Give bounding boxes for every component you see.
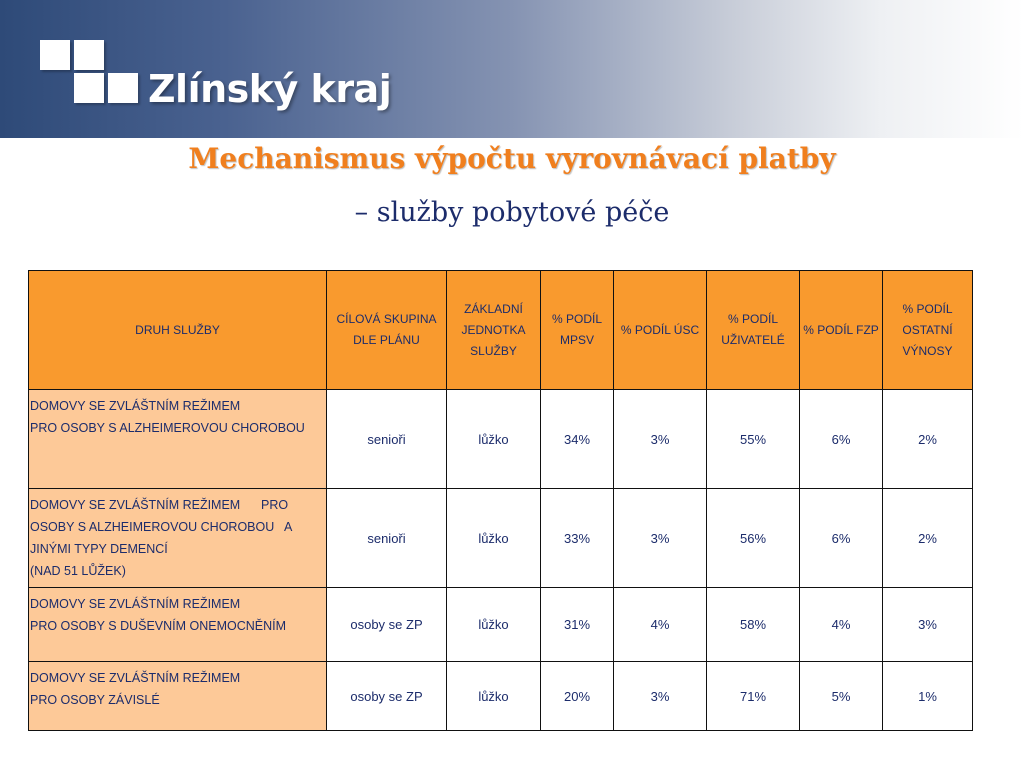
fzp-share-cell: 4% xyxy=(800,588,883,662)
usc-share-cell: 4% xyxy=(614,588,707,662)
logo-text: Zlínský kraj xyxy=(148,67,392,111)
service-name-line: JINÝMI TYPY DEMENCÍ xyxy=(30,542,168,556)
service-name-line: DOMOVY SE ZVLÁŠTNÍM REŽIMEM xyxy=(30,671,241,685)
target-group-cell: senioři xyxy=(327,390,447,489)
users-share-cell: 58% xyxy=(707,588,800,662)
users-share-cell: 56% xyxy=(707,489,800,588)
service-type-cell xyxy=(29,390,327,489)
table-row xyxy=(29,390,973,489)
page-subtitle: – služby pobytové péče xyxy=(354,197,670,228)
service-type-cell xyxy=(29,489,327,588)
fzp-share-cell: 5% xyxy=(800,662,883,731)
column-header: % PODÍL ÚSC xyxy=(614,271,707,390)
mpsv-share-cell: 33% xyxy=(541,489,614,588)
service-name-line: DOMOVY SE ZVLÁŠTNÍM REŽIMEM PRO xyxy=(30,498,289,512)
table-row xyxy=(29,489,973,588)
column-header: CÍLOVÁ SKUPINA DLE PLÁNU xyxy=(327,271,447,390)
service-name-line: (NAD 51 LŮŽEK) xyxy=(30,564,126,578)
mpsv-share-cell: 20% xyxy=(541,662,614,731)
service-name-line: DOMOVY SE ZVLÁŠTNÍM REŽIMEM xyxy=(30,399,241,413)
service-type-cell xyxy=(29,662,327,731)
service-type-cell xyxy=(29,588,327,662)
unit-cell: lůžko xyxy=(447,662,541,731)
other-share-cell: 2% xyxy=(883,489,973,588)
column-header: DRUH SLUŽBY xyxy=(29,271,327,390)
usc-share-cell: 3% xyxy=(614,489,707,588)
usc-share-cell: 3% xyxy=(614,662,707,731)
table-header-row xyxy=(29,271,973,390)
service-name-line: PRO OSOBY S DUŠEVNÍM ONEMOCNĚNÍM xyxy=(30,619,287,633)
unit-cell: lůžko xyxy=(447,588,541,662)
other-share-cell: 3% xyxy=(883,588,973,662)
unit-cell: lůžko xyxy=(447,489,541,588)
service-name-line: PRO OSOBY ZÁVISLÉ xyxy=(30,693,160,707)
column-header: % PODÍL OSTATNÍ VÝNOSY xyxy=(883,271,973,390)
column-header: % PODÍL MPSV xyxy=(541,271,614,390)
usc-share-cell: 3% xyxy=(614,390,707,489)
other-share-cell: 2% xyxy=(883,390,973,489)
payment-mechanism-table xyxy=(28,270,973,731)
service-name-line: DOMOVY SE ZVLÁŠTNÍM REŽIMEM xyxy=(30,597,241,611)
column-header: ZÁKLADNÍ JEDNOTKA SLUŽBY xyxy=(447,271,541,390)
column-header: % PODÍL FZP xyxy=(800,271,883,390)
users-share-cell: 71% xyxy=(707,662,800,731)
page-title: Mechanismus výpočtu vyrovnávací platby xyxy=(188,142,836,175)
users-share-cell: 55% xyxy=(707,390,800,489)
fzp-share-cell: 6% xyxy=(800,390,883,489)
target-group-cell: senioři xyxy=(327,489,447,588)
other-share-cell: 1% xyxy=(883,662,973,731)
service-name-line: PRO OSOBY S ALZHEIMEROVOU CHOROBOU xyxy=(30,421,305,435)
table-row xyxy=(29,662,973,731)
header-banner xyxy=(0,0,1024,138)
unit-cell: lůžko xyxy=(447,390,541,489)
fzp-share-cell: 6% xyxy=(800,489,883,588)
target-group-cell: osoby se ZP xyxy=(327,662,447,731)
table-row xyxy=(29,588,973,662)
mpsv-share-cell: 31% xyxy=(541,588,614,662)
column-header: % PODÍL UŽIVATELÉ xyxy=(707,271,800,390)
mpsv-share-cell: 34% xyxy=(541,390,614,489)
target-group-cell: osoby se ZP xyxy=(327,588,447,662)
service-name-line: OSOBY S ALZHEIMEROVOU CHOROBOU A xyxy=(30,520,293,534)
